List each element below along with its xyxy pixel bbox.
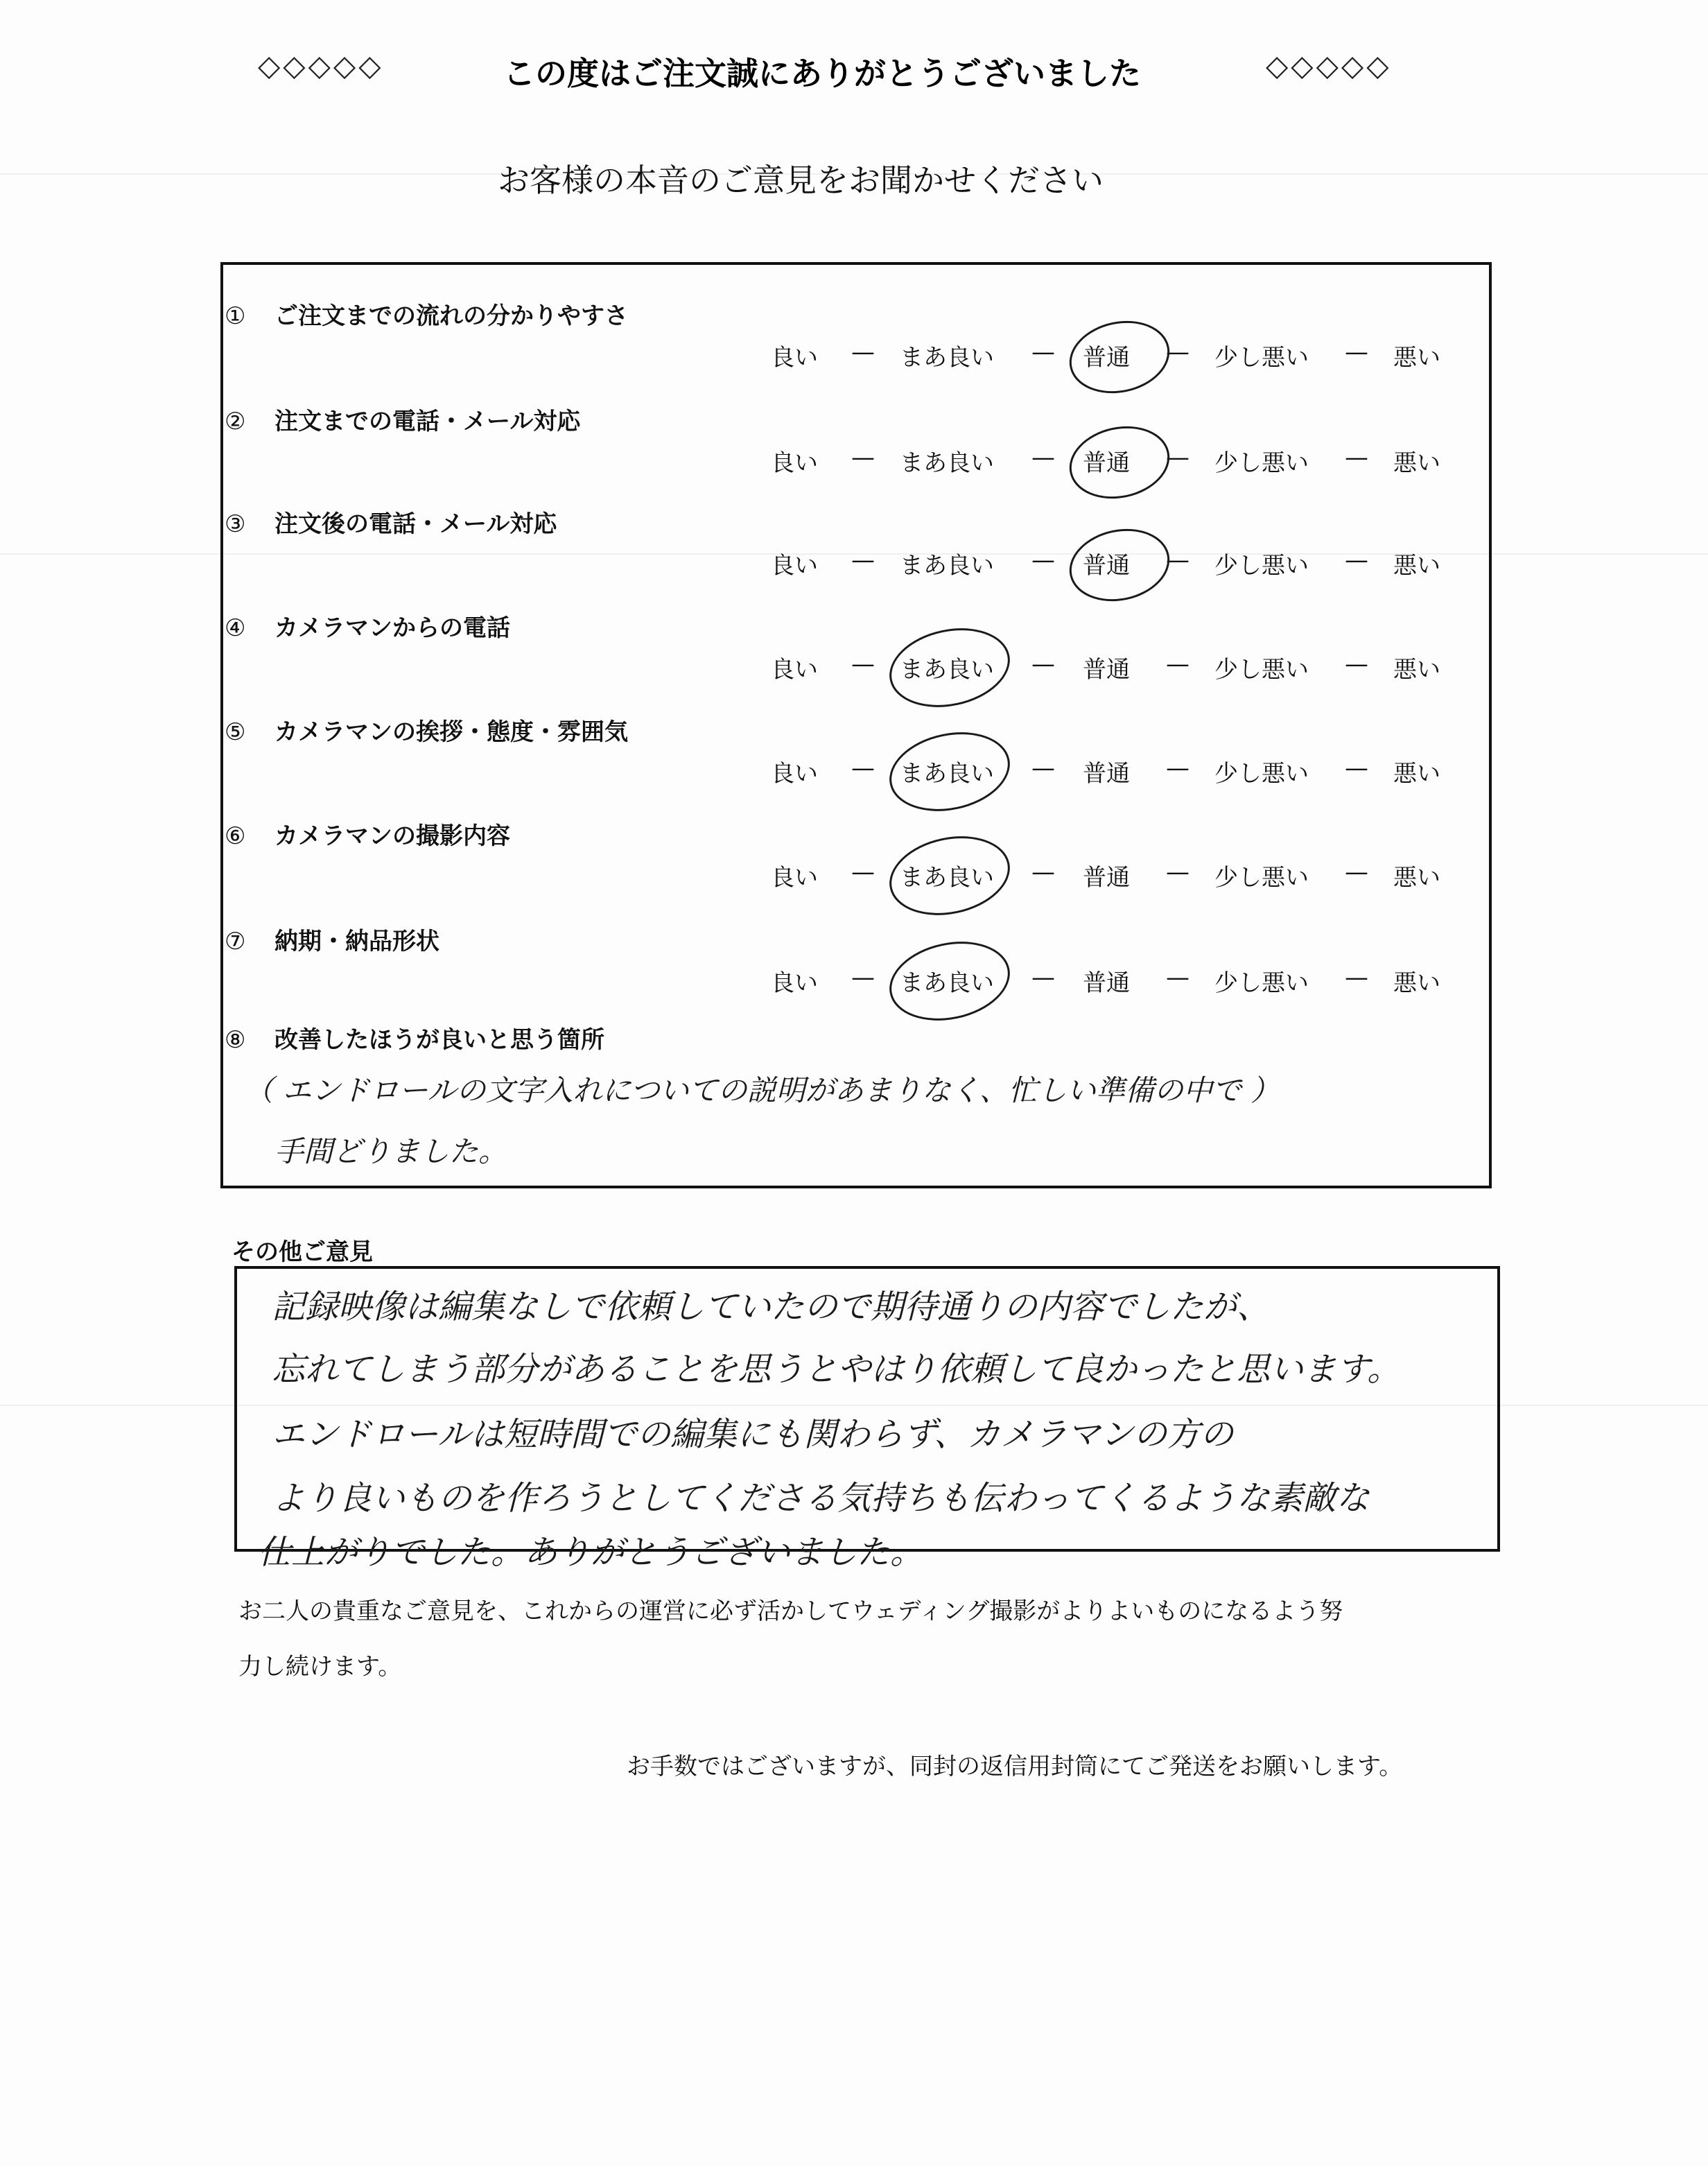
scale-dash: —	[1345, 650, 1368, 678]
question-label: カメラマンの挨拶・態度・雰囲気	[274, 718, 628, 746]
question-7	[225, 922, 439, 956]
question-label: 注文後の電話・メール対応	[274, 510, 557, 538]
question-2	[225, 402, 580, 436]
rating-option[interactable]: まあ良い	[900, 969, 994, 997]
question-number: ⑧	[225, 1026, 246, 1054]
question-label: カメラマンの撮影内容	[274, 822, 510, 850]
rating-option[interactable]: 良い	[771, 969, 818, 997]
rating-option[interactable]: まあ良い	[900, 656, 994, 684]
question-number: ①	[225, 302, 246, 330]
rating-option[interactable]: 少し悪い	[1214, 969, 1309, 997]
scale-dash: —	[851, 754, 875, 782]
question-label: 改善したほうが良いと思う箇所	[274, 1026, 604, 1054]
scale-dash: —	[1345, 754, 1368, 782]
comment-line-5: 仕上がりでした。ありがとうございました。	[258, 1533, 924, 1572]
decor-diamonds-right: ◇◇◇◇◇	[1266, 49, 1392, 83]
rating-option[interactable]: 普通	[1083, 449, 1130, 477]
scale-dash: —	[851, 650, 875, 678]
question-improvement	[225, 1021, 604, 1055]
scale-dash: —	[1031, 964, 1055, 991]
rating-option[interactable]: 良い	[771, 344, 818, 372]
other-comments-label: その他ご意見	[232, 1238, 373, 1266]
rating-option[interactable]: まあ良い	[900, 760, 994, 788]
scale-dash: —	[1345, 546, 1368, 574]
rating-option[interactable]: 良い	[771, 864, 818, 892]
question-number: ⑤	[225, 718, 246, 746]
rating-option[interactable]: まあ良い	[900, 449, 994, 477]
question-number: ④	[225, 614, 246, 642]
rating-option[interactable]: 悪い	[1393, 552, 1440, 580]
comment-line-2: 忘れてしまう部分があることを思うとやはり依頼して良かったと思います。	[272, 1350, 1401, 1389]
rating-option[interactable]: 悪い	[1393, 449, 1440, 477]
rating-option[interactable]: 普通	[1083, 552, 1130, 580]
rating-option[interactable]: 悪い	[1393, 344, 1440, 372]
rating-option[interactable]: 良い	[771, 552, 818, 580]
rating-option[interactable]: 悪い	[1393, 969, 1440, 997]
question-label: カメラマンからの電話	[274, 614, 510, 642]
closing-line-2: 力し続けます。	[238, 1653, 402, 1681]
rating-scale	[0, 650, 1708, 685]
comment-line-4: より良いものを作ろうとしてくださる気持ちも伝わってくるような素敵な	[272, 1479, 1370, 1518]
question-number: ⑦	[225, 928, 246, 955]
scale-dash: —	[1166, 546, 1190, 574]
scale-dash: —	[1031, 444, 1055, 471]
rating-option[interactable]: 少し悪い	[1214, 449, 1309, 477]
scale-dash: —	[1031, 338, 1055, 366]
rating-option[interactable]: 少し悪い	[1214, 552, 1309, 580]
rating-option[interactable]: 悪い	[1393, 760, 1440, 788]
rating-option[interactable]: 普通	[1083, 864, 1130, 892]
rating-option[interactable]: まあ良い	[900, 344, 994, 372]
scale-dash: —	[1166, 858, 1190, 886]
scale-dash: —	[851, 546, 875, 574]
closing-line-1: お二人の貴重なご意見を、これからの運営に必ず活かしてウェディング撮影がよりよいものになるよう努	[238, 1597, 1343, 1625]
scale-dash: —	[1031, 546, 1055, 574]
rating-option[interactable]: 良い	[771, 656, 818, 684]
question-5	[225, 713, 628, 747]
improvement-answer-line-2: 手間どりました。	[274, 1134, 508, 1168]
footer-note: お手数ではございますが、同封の返信用封筒にてご発送をお願いします。	[627, 1753, 1403, 1781]
question-1	[225, 297, 628, 331]
rating-option[interactable]: 少し悪い	[1214, 760, 1309, 788]
rating-option[interactable]: 少し悪い	[1214, 864, 1309, 892]
scale-dash: —	[851, 858, 875, 886]
question-6	[225, 817, 510, 851]
scale-dash: —	[1166, 338, 1190, 366]
comment-line-1: 記録映像は編集なしで依頼していたので期待通りの内容でしたが、	[272, 1288, 1271, 1326]
question-label: 注文までの電話・メール対応	[274, 408, 581, 435]
scale-dash: —	[1031, 858, 1055, 886]
scale-dash: —	[1166, 754, 1190, 782]
scale-dash: —	[851, 964, 875, 991]
scale-dash: —	[1166, 964, 1190, 991]
question-label: 納期・納品形状	[274, 928, 439, 955]
scale-dash: —	[851, 338, 875, 366]
scale-dash: —	[1166, 650, 1190, 678]
scale-dash: —	[1345, 338, 1368, 366]
improvement-answer-line-1: （ エンドロールの文字入れについての説明があまりなく、忙しい準備の中で ）	[244, 1073, 1280, 1107]
rating-option[interactable]: 少し悪い	[1214, 344, 1309, 372]
rating-option[interactable]: 普通	[1083, 344, 1130, 372]
rating-scale	[0, 546, 1708, 581]
question-label: ご注文までの流れの分かりやすさ	[274, 302, 628, 330]
rating-option[interactable]: 普通	[1083, 969, 1130, 997]
rating-option[interactable]: 少し悪い	[1214, 656, 1309, 684]
scale-dash: —	[1345, 858, 1368, 886]
rating-option[interactable]: 普通	[1083, 760, 1130, 788]
scale-dash: —	[1345, 964, 1368, 991]
rating-option[interactable]: 悪い	[1393, 656, 1440, 684]
rating-option[interactable]: 普通	[1083, 656, 1130, 684]
question-number: ②	[225, 408, 246, 435]
rating-scale	[0, 444, 1708, 478]
scale-dash: —	[1345, 444, 1368, 471]
rating-scale	[0, 754, 1708, 789]
scale-dash: —	[1031, 650, 1055, 678]
scale-dash: —	[1031, 754, 1055, 782]
rating-scale	[0, 858, 1708, 893]
page-subtitle: お客様の本音のご意見をお聞かせください	[498, 162, 1104, 199]
rating-scale	[0, 964, 1708, 998]
rating-option[interactable]: まあ良い	[900, 552, 994, 580]
rating-option[interactable]: 良い	[771, 449, 818, 477]
decor-diamonds-left: ◇◇◇◇◇	[258, 49, 384, 83]
rating-option[interactable]: 良い	[771, 760, 818, 788]
scale-dash: —	[851, 444, 875, 471]
rating-option[interactable]: 悪い	[1393, 864, 1440, 892]
header	[0, 49, 1708, 97]
rating-option[interactable]: まあ良い	[900, 864, 994, 892]
question-number: ③	[225, 510, 246, 538]
comment-line-3: エンドロールは短時間での編集にも関わらず、カメラマンの方の	[272, 1415, 1234, 1454]
question-3	[225, 505, 557, 539]
rating-scale	[0, 338, 1708, 373]
question-4	[225, 609, 510, 643]
scale-dash: —	[1166, 444, 1190, 471]
question-number: ⑥	[225, 822, 246, 850]
page-title: この度はご注文誠にありがとうございました	[503, 55, 1141, 92]
